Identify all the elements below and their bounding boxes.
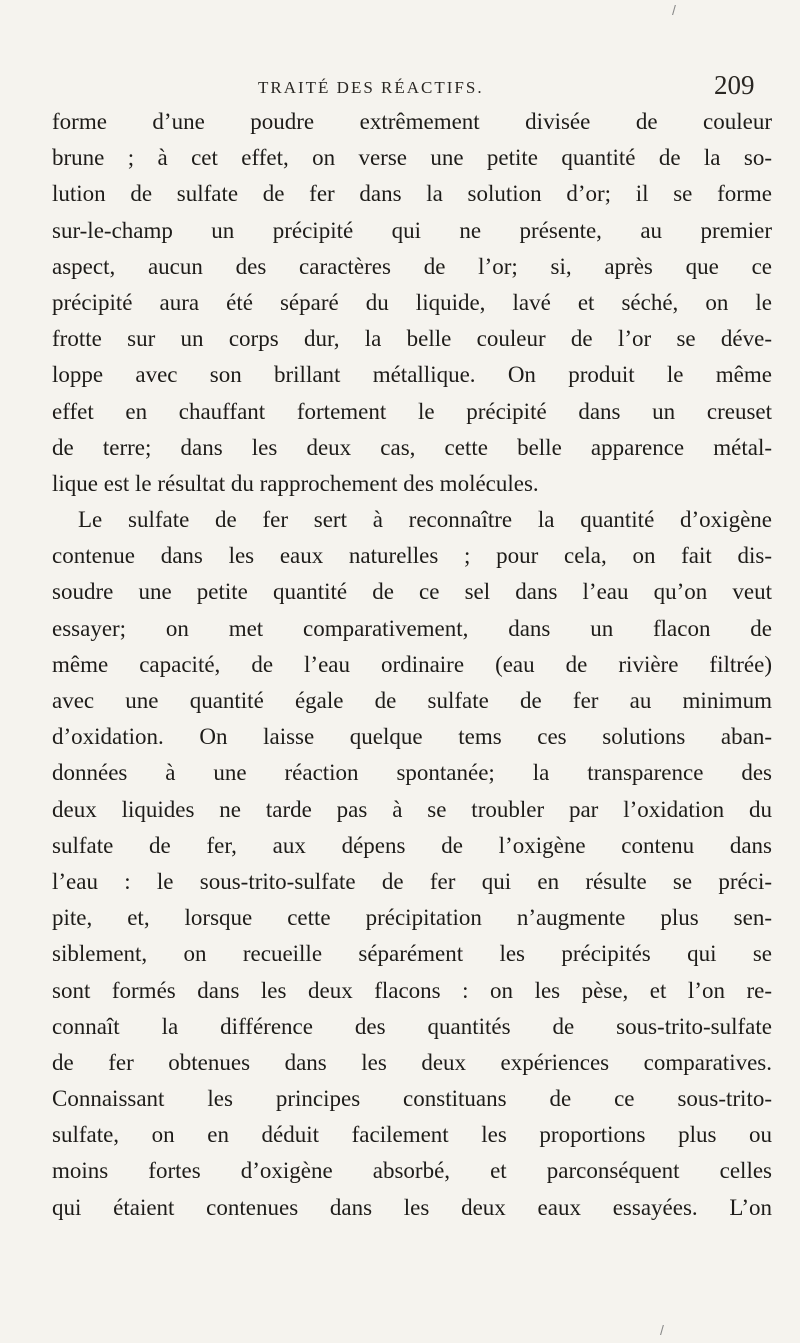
- text-line: loppe avec son brillant métallique. On produit le même: [52, 362, 772, 388]
- text-line: sur-le-champ un précipité qui ne présente, au premier: [52, 217, 772, 243]
- text-line: lique est le résultat du rapprochement des molécules.: [52, 470, 539, 496]
- text-line: sulfate de fer, aux dépens de l’oxigène contenu dans: [52, 832, 772, 858]
- text-line: aspect, aucun des caractères de l’or; si, après que ce: [52, 253, 772, 279]
- running-title: TRAITÉ DES RÉACTIFS.: [258, 78, 484, 97]
- text-line: l’eau : le sous-trito-sulfate de fer qui en résulte se préci-: [52, 868, 772, 894]
- text-line: frotte sur un corps dur, la belle couleur de l’or se déve-: [52, 326, 772, 352]
- text-line: connaît la différence des quantités de sous-trito-sulfate: [52, 1013, 772, 1039]
- text-line: qui étaient contenues dans les deux eaux essayées. L’on: [52, 1194, 772, 1220]
- text-line: essayer; on met comparativement, dans un flacon de: [52, 615, 772, 641]
- text-line: forme d’une poudre extrêmement divisée de couleur: [52, 109, 772, 134]
- top-pencil-mark: /: [672, 2, 676, 18]
- text-line: effet en chauffant fortement le précipité dans un creuset: [52, 398, 772, 424]
- text-line: soudre une petite quantité de ce sel dans l’eau qu’on veut: [52, 579, 772, 605]
- text-line: de terre; dans les deux cas, cette belle apparence métal-: [52, 434, 772, 460]
- text-line: deux liquides ne tarde pas à se troubler par l’oxidation du: [52, 796, 772, 822]
- text-line: avec une quantité égale de sulfate de fer au minimum: [52, 688, 772, 713]
- text-line: même capacité, de l’eau ordinaire (eau de rivière filtrée): [52, 651, 772, 677]
- text-line: d’oxidation. On laisse quelque tems ces solutions aban-: [52, 724, 772, 750]
- text-line: précipité aura été séparé du liquide, lavé et séché, on le: [52, 289, 772, 315]
- text-line: lution de sulfate de fer dans la solution d’or; il se forme: [52, 181, 772, 207]
- text-line: sulfate, on en déduit facilement les proportions plus ou: [52, 1122, 772, 1148]
- text-line: données à une réaction spontanée; la transparence des: [52, 760, 772, 786]
- body-text: [52, 104, 772, 1226]
- text-line: pite, et, lorsque cette précipitation n’augmente plus sen-: [52, 905, 772, 931]
- paragraph-start-line: Le sulfate de fer sert à reconnaître la quantité d’oxigène: [78, 507, 772, 533]
- text-line: contenue dans les eaux naturelles ; pour cela, on fait dis-: [52, 543, 772, 569]
- text-line: sont formés dans les deux flacons : on les pèse, et l’on re-: [52, 977, 772, 1003]
- text-line: brune ; à cet effet, on verse une petite quantité de la so-: [52, 145, 772, 171]
- text-line: siblement, on recueille séparément les précipités qui se: [52, 941, 772, 967]
- text-line: de fer obtenues dans les deux expériences comparatives.: [52, 1049, 772, 1075]
- page-number: 209: [714, 70, 755, 100]
- bottom-pencil-mark: /: [660, 1322, 664, 1338]
- text-line: moins fortes d’oxigène absorbé, et parconséquent celles: [52, 1158, 772, 1184]
- text-line: Connaissant les principes constituans de ce sous-trito-: [52, 1086, 772, 1112]
